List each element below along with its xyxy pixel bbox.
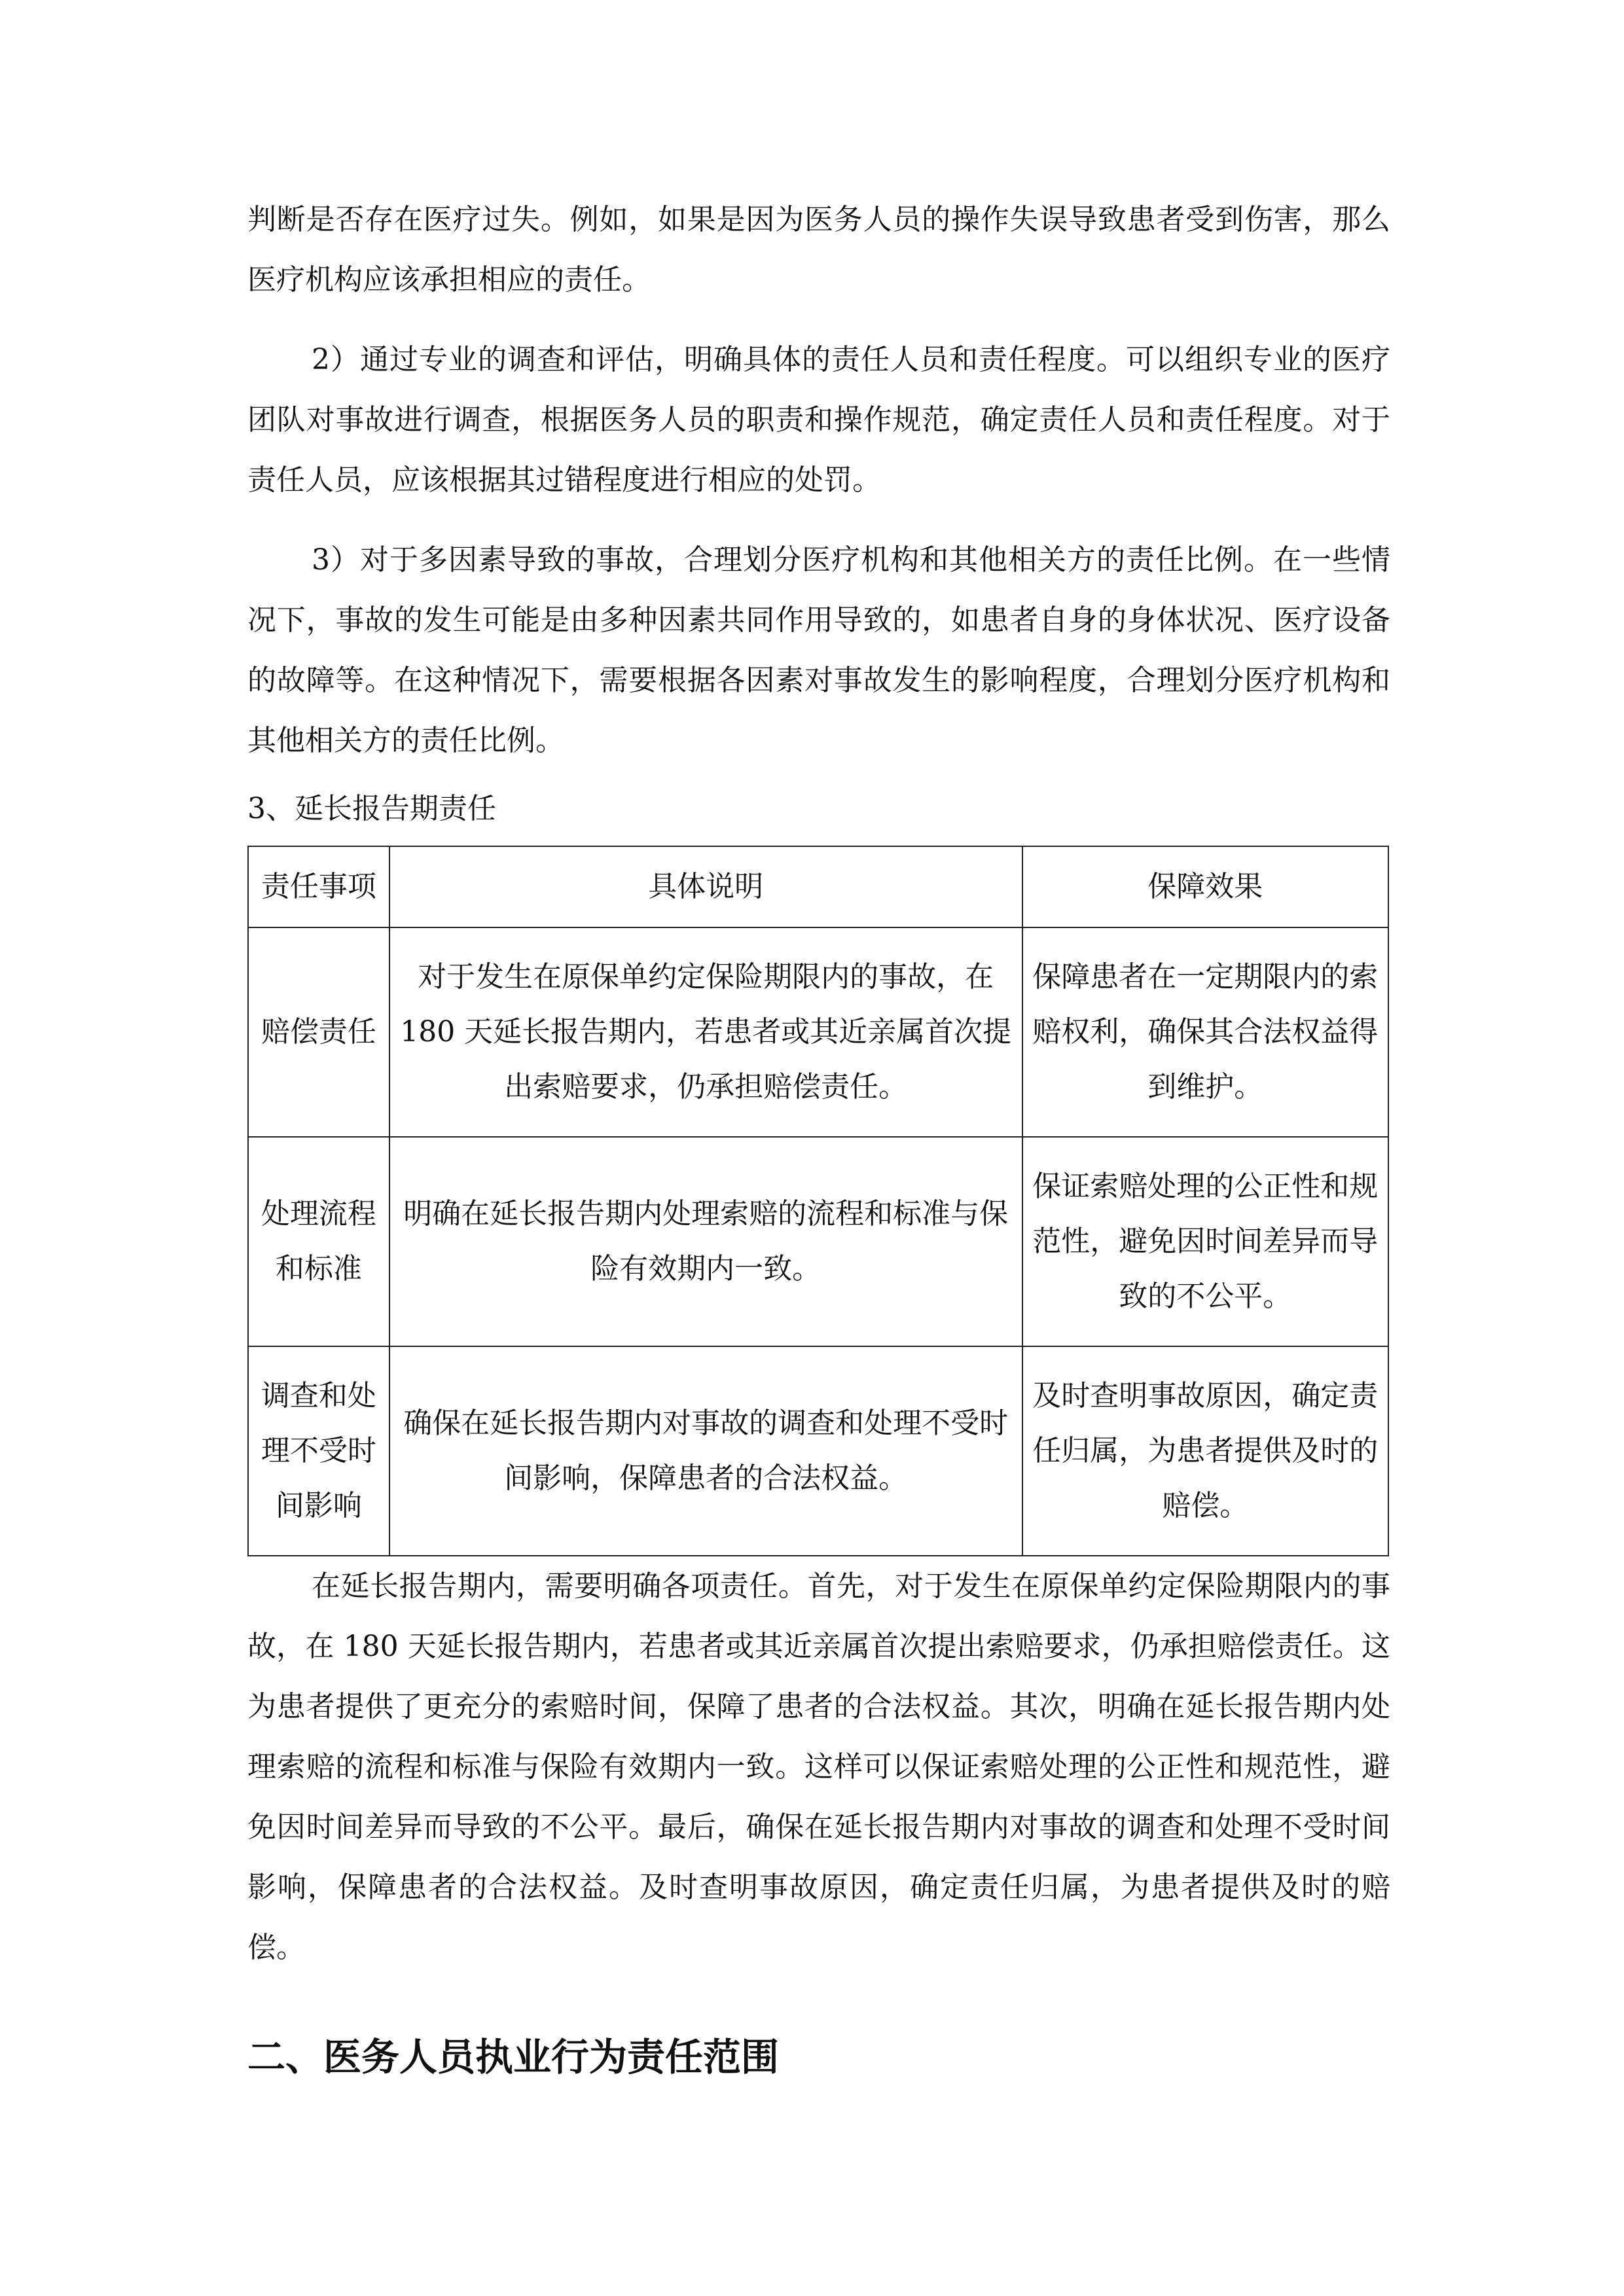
paragraph-continuation: 判断是否存在医疗过失。例如，如果是因为医务人员的操作失误导致患者受到伤害，那么医疗机构应该承担相应的责任。 [247, 203, 1390, 296]
paragraph-point-2: 2）通过专业的调查和评估，明确具体的责任人员和责任程度。可以组织专业的医疗团队对事故进行调查，根据医务人员的职责和操作规范，确定责任人员和责任程度。对于责任人员，应该根据其过错程度进行相应的处罚。 [247, 343, 1390, 497]
table-cell-item: 赔偿责任 [248, 927, 389, 1137]
table-header-row [248, 846, 1388, 927]
table-header-cell: 责任事项 [248, 846, 389, 927]
table-header-cell: 保障效果 [1022, 846, 1388, 927]
responsibility-table [247, 846, 1389, 1556]
table-cell-effect: 及时查明事故原因，确定责任归属，为患者提供及时的赔偿。 [1022, 1346, 1388, 1556]
table-cell-desc: 明确在延长报告期内处理索赔的流程和标准与保险有效期内一致。 [389, 1137, 1022, 1346]
table-header-cell: 具体说明 [389, 846, 1022, 927]
table-cell-item: 处理流程和标准 [248, 1137, 389, 1346]
paragraph-point-3: 3）对于多因素导致的事故，合理划分医疗机构和其他相关方的责任比例。在一些情况下，事故的发生可能是由多种因素共同作用导致的，如患者自身的身体状况、医疗设备的故障等。在这种情况下，需要根据各因素对事故发生的影响程度，合理划分医疗机构和其他相关方的责任比例。 [247, 543, 1390, 757]
table-cell-effect: 保障患者在一定期限内的索赔权利，确保其合法权益得到维护。 [1022, 927, 1388, 1137]
table-cell-desc: 对于发生在原保单约定保险期限内的事故，在 180 天延长报告期内，若患者或其近亲属首次提出索赔要求，仍承担赔偿责任。 [389, 927, 1022, 1137]
section-heading: 二、医务人员执业行为责任范围 [247, 2035, 780, 2079]
table-cell-desc: 确保在延长报告期内对事故的调查和处理不受时间影响，保障患者的合法权益。 [389, 1346, 1022, 1556]
table-row [248, 927, 1388, 1137]
table-cell-item: 调查和处理不受时间影响 [248, 1346, 389, 1556]
table-row [248, 1137, 1388, 1346]
table-cell-effect: 保证索赔处理的公正性和规范性，避免因时间差异而导致的不公平。 [1022, 1137, 1388, 1346]
table-row [248, 1346, 1388, 1556]
summary-paragraph: 在延长报告期内，需要明确各项责任。首先，对于发生在原保单约定保险期限内的事故，在 180 天延长报告期内，若患者或其近亲属首次提出索赔要求，仍承担赔偿责任。这为患者提供了更充分的索赔时间，保障了患者的合法权益。其次，明确在延长报告期内处理索赔的流程和标准与保险有效期内一致。这样可以保证索赔处理的公正性和规范性，避免因时间差异而导致的不公平。最后，确保在延长报告期内对事故的调查和处理不受时间影响，保障患者的合法权益。及时查明事故原因，确定责任归属，为患者提供及时的赔偿。 [247, 1570, 1390, 1964]
section-label: 3、延长报告期责任 [247, 792, 496, 825]
document-page [247, 190, 1390, 2087]
